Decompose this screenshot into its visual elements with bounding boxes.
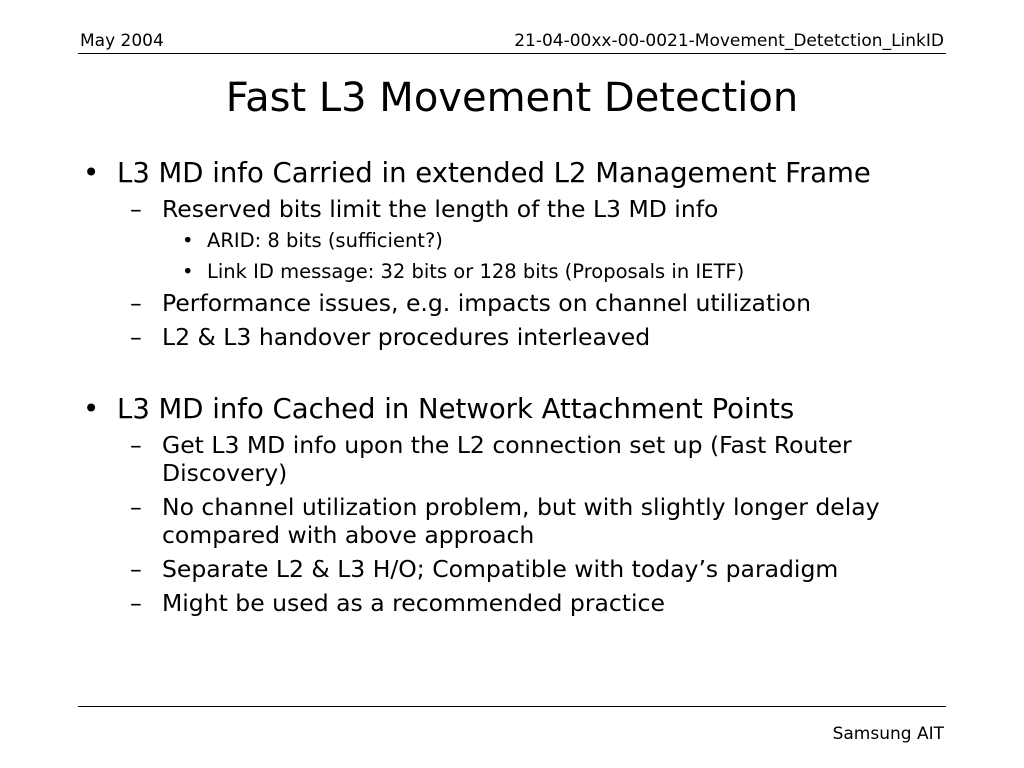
bullet-1-text: L3 MD info Carried in extended L2 Management Frame xyxy=(117,157,871,189)
footer-divider xyxy=(78,706,946,707)
sub-bullet-1-2-text: Performance issues, e.g. impacts on channel utilization xyxy=(162,289,811,317)
sub-bullet-2-3 xyxy=(80,555,950,583)
slide-body xyxy=(80,155,950,617)
footer-company: Samsung AIT xyxy=(832,724,944,744)
dash-marker: – xyxy=(130,493,142,521)
sub-bullet-2-4 xyxy=(80,589,950,617)
sub-bullet-2-1 xyxy=(80,431,950,487)
sub-sub-bullet-1-1-1-text: ARID: 8 bits (sufficient?) xyxy=(207,229,443,252)
header-divider xyxy=(78,53,946,54)
sub-bullet-2-1-text: Get L3 MD info upon the L2 connection set up (Fast Router Discovery) xyxy=(162,431,852,487)
header-document-id: 21-04-00xx-00-0021-Movement_Detetction_LinkID xyxy=(514,31,944,51)
bullet-2 xyxy=(80,391,950,427)
dash-marker: – xyxy=(130,555,142,583)
sub-bullet-2-4-text: Might be used as a recommended practice xyxy=(162,589,665,617)
sub-bullet-1-3 xyxy=(80,323,950,351)
bullet-2-text: L3 MD info Cached in Network Attachment Points xyxy=(117,393,795,425)
sub-bullet-1-2 xyxy=(80,289,950,317)
sub-sub-bullet-1-1-2-text: Link ID message: 32 bits or 128 bits (Proposals in IETF) xyxy=(207,260,745,283)
bullet-marker: • xyxy=(182,260,194,283)
dash-marker: – xyxy=(130,431,142,459)
sub-sub-bullet-1-1-1 xyxy=(80,227,950,254)
dash-marker: – xyxy=(130,589,142,617)
bullet-marker: • xyxy=(182,229,194,252)
header-date: May 2004 xyxy=(80,31,164,51)
sub-sub-bullet-1-1-2 xyxy=(80,258,950,285)
sub-bullet-2-2-text: No channel utilization problem, but with slightly longer delay compared with above approach xyxy=(162,493,880,549)
bullet-marker: • xyxy=(83,393,100,425)
sub-bullet-1-3-text: L2 & L3 handover procedures interleaved xyxy=(162,323,651,351)
dash-marker: – xyxy=(130,323,142,351)
sub-bullet-1-1 xyxy=(80,195,950,223)
sub-bullet-1-1-text: Reserved bits limit the length of the L3 MD info xyxy=(162,195,719,223)
dash-marker: – xyxy=(130,195,142,223)
sub-bullet-2-3-text: Separate L2 & L3 H/O; Compatible with today’s paradigm xyxy=(162,555,839,583)
slide-title: Fast L3 Movement Detection xyxy=(225,75,799,121)
sub-bullet-2-2 xyxy=(80,493,950,549)
dash-marker: – xyxy=(130,289,142,317)
bullet-1 xyxy=(80,155,950,191)
bullet-marker: • xyxy=(83,157,100,189)
